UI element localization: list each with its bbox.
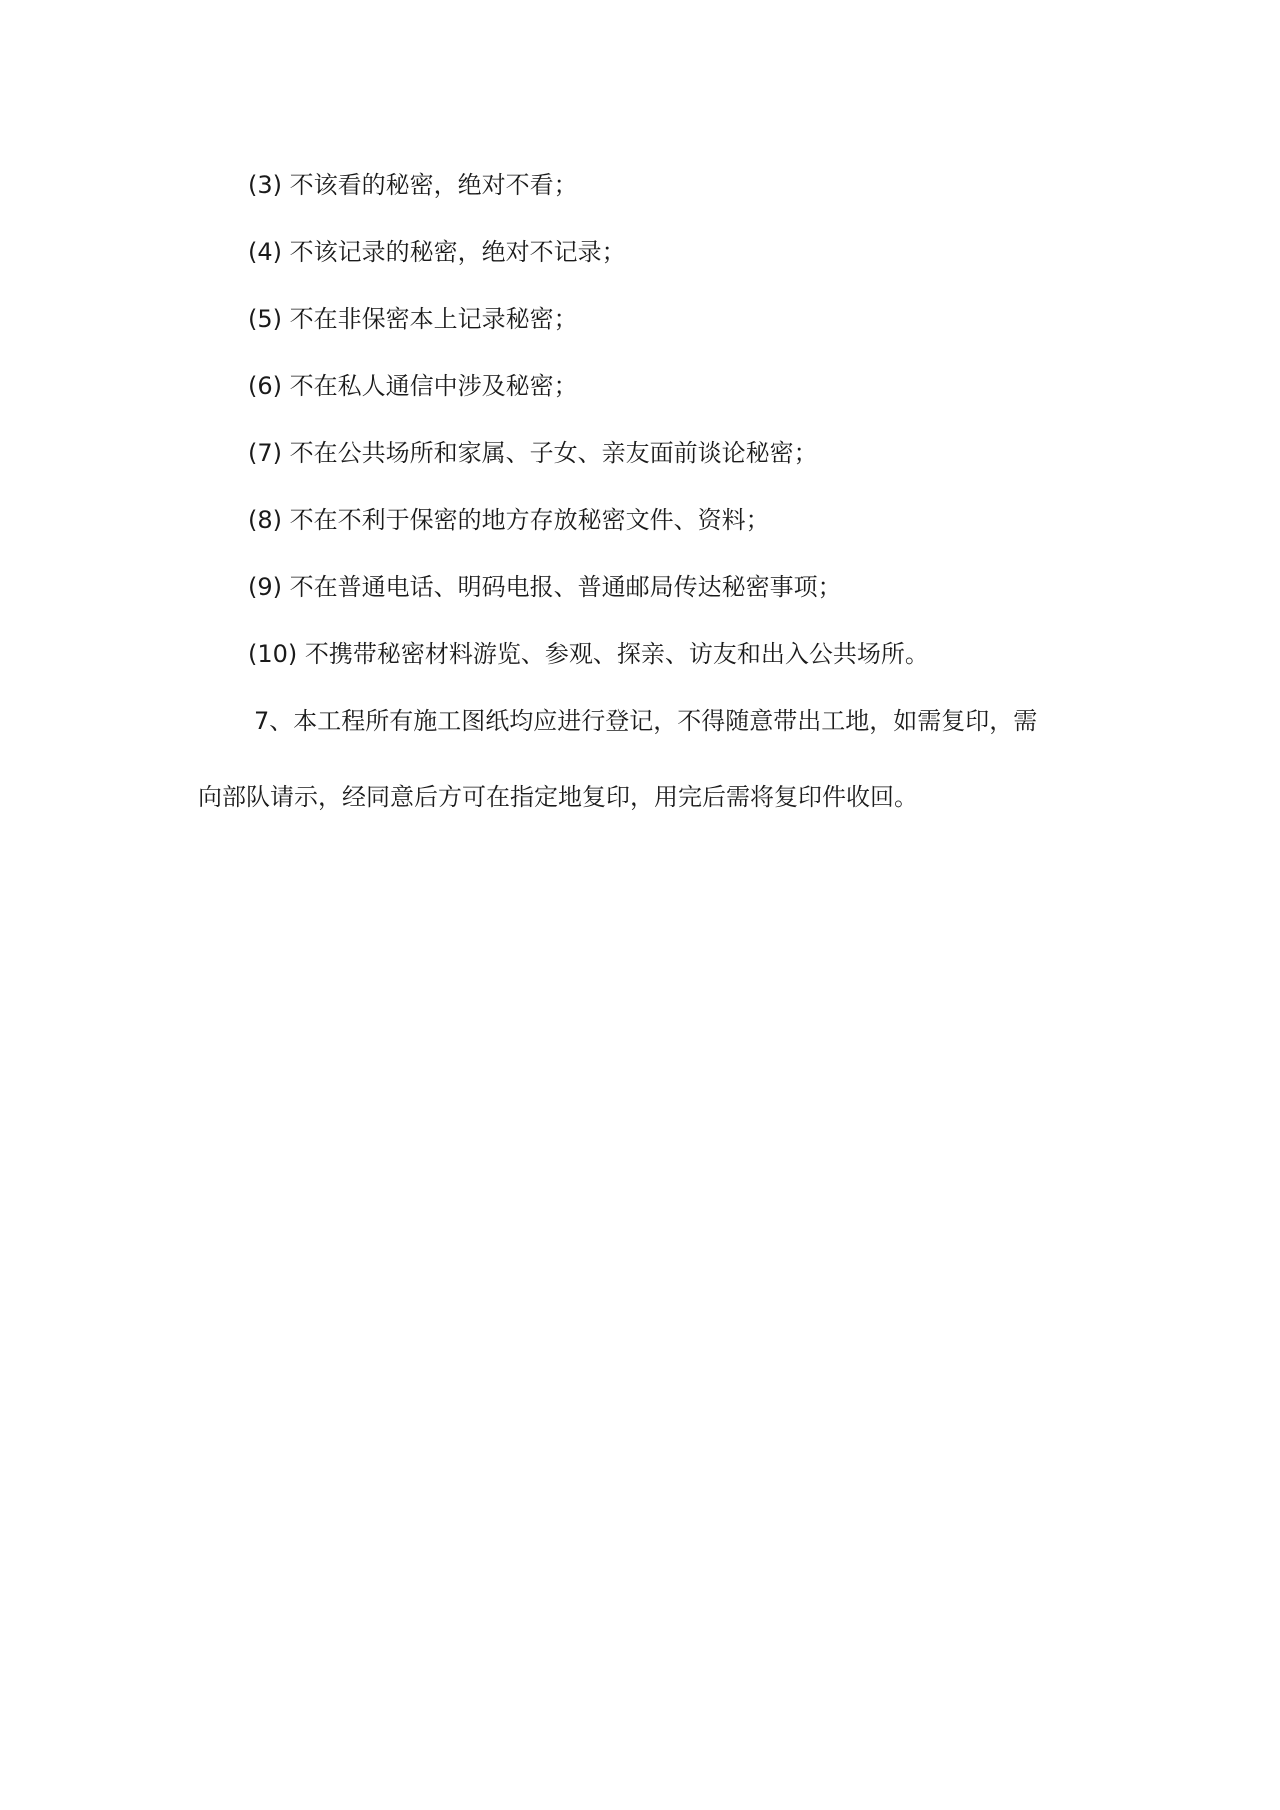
list-item: (10) 不携带秘密材料游览、参观、探亲、访友和出入公共场所。 — [248, 640, 929, 668]
list-item: (6) 不在私人通信中涉及秘密； — [248, 372, 578, 400]
paragraph-7-line-2: 向部队请示，经同意后方可在指定地复印，用完后需将复印件收回。 — [198, 783, 918, 811]
list-item: (8) 不在不利于保密的地方存放秘密文件、资料； — [248, 506, 770, 534]
list-item: (7) 不在公共场所和家属、子女、亲友面前谈论秘密； — [248, 439, 818, 467]
document-body — [198, 168, 1098, 856]
list-item: (5) 不在非保密本上记录秘密； — [248, 305, 578, 333]
list-item: (9) 不在普通电话、明码电报、普通邮局传达秘密事项； — [248, 573, 842, 601]
paragraph-7 — [198, 704, 1098, 856]
paragraph-7-line-1: 7、本工程所有施工图纸均应进行登记，不得随意带出工地，如需复印，需 — [254, 707, 1038, 735]
list-item: (3) 不该看的秘密，绝对不看； — [248, 171, 578, 199]
list-item: (4) 不该记录的秘密，绝对不记录； — [248, 238, 626, 266]
